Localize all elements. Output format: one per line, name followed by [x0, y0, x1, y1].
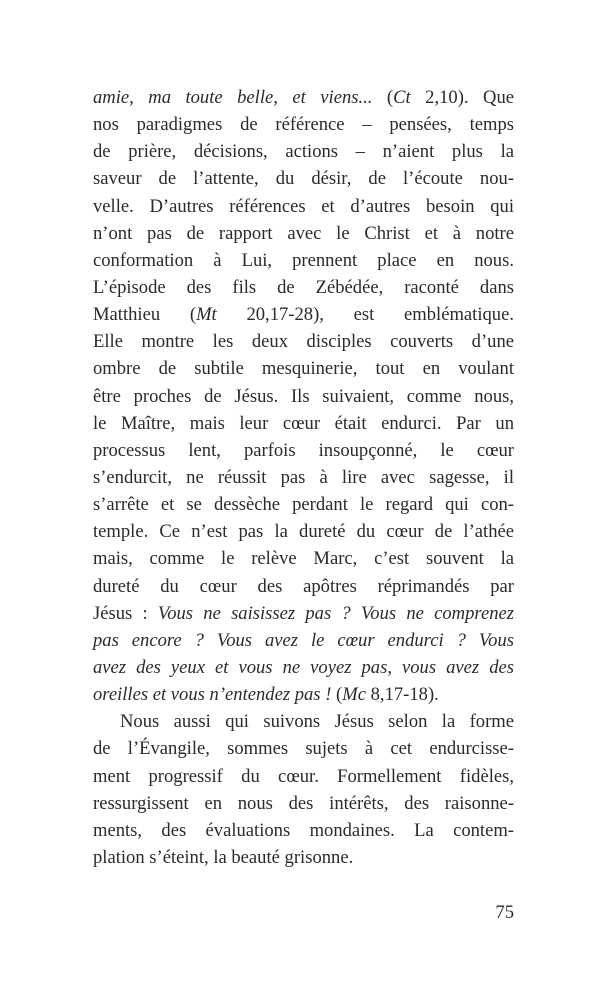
text-line — [93, 111, 514, 138]
text-run: 8,17-18). — [365, 684, 439, 706]
text-line — [93, 573, 514, 600]
text-run: 20,17-28), est emblématique. — [216, 304, 514, 326]
text-line — [93, 763, 514, 790]
text-run: 2,10). Que — [410, 87, 514, 108]
text-run: conformation à Lui, prennent place en nous. — [93, 249, 514, 271]
text-run: le Maître, mais leur cœur était endurci. Par un — [93, 412, 514, 434]
text-line — [93, 735, 514, 762]
text-run: s’arrête et se dessèche perdant le regard qui con- — [93, 494, 514, 516]
text-line — [93, 681, 514, 708]
text-run: mais, comme le relève Marc, c’est souvent la — [93, 548, 514, 570]
text-line — [93, 247, 514, 274]
text-line — [93, 600, 514, 627]
text-run: velle. D’autres références et d’autres besoin qui — [93, 195, 514, 217]
text-line — [93, 545, 514, 572]
text-line — [93, 518, 514, 545]
text-line — [93, 193, 514, 220]
text-line — [93, 165, 514, 192]
text-line — [93, 355, 514, 382]
italic-text: Mc — [342, 684, 366, 706]
text-line — [93, 708, 514, 735]
text-run: plation s’éteint, la beauté grisonne. — [93, 846, 354, 868]
text-run: ments, des évaluations mondaines. La contem- — [93, 819, 514, 841]
text-run: temple. Ce n’est pas la dureté du cœur de l’athée — [93, 521, 514, 543]
page-body-text — [93, 84, 514, 871]
text-line — [93, 437, 514, 464]
text-run: Elle montre les deux disciples couverts d’une — [93, 331, 514, 353]
text-line — [93, 220, 514, 247]
page-number: 75 — [495, 902, 514, 923]
text-line — [93, 491, 514, 518]
text-run: Nous aussi qui suivons Jésus selon la forme — [120, 711, 514, 733]
text-run: ( — [331, 684, 343, 706]
text-line — [93, 84, 514, 111]
text-line — [93, 817, 514, 844]
text-line — [93, 138, 514, 165]
text-run: Matthieu ( — [93, 304, 197, 326]
text-line — [93, 844, 514, 871]
text-line — [93, 274, 514, 301]
text-line — [93, 328, 514, 355]
italic-text: Ct — [393, 87, 411, 108]
italic-text: Vous ne saisissez pas ? Vous ne comprenez — [157, 602, 514, 624]
text-run: ( — [372, 87, 394, 108]
text-run: de prière, décisions, actions – n’aient plus la — [93, 141, 514, 163]
italic-text: pas encore ? Vous avez le cœur endurci ? Vous — [93, 629, 514, 651]
text-run: L’épisode des fils de Zébédée, raconté dans — [93, 276, 514, 298]
text-run: Jésus : — [93, 602, 158, 624]
text-run: n’ont pas de rapport avec le Christ et à notre — [93, 222, 514, 244]
text-line — [93, 654, 514, 681]
text-line — [93, 383, 514, 410]
text-line — [93, 301, 514, 328]
text-run: saveur de l’attente, du désir, de l’écoute nou- — [93, 168, 514, 190]
italic-text: amie, ma toute belle, et viens... — [93, 87, 373, 108]
text-run: dureté du cœur des apôtres réprimandés par — [93, 575, 514, 597]
italic-text: avez des yeux et vous ne voyez pas, vous avez des — [93, 656, 514, 678]
text-run: ment progressif du cœur. Formellement fidèles, — [93, 765, 514, 787]
text-line — [93, 464, 514, 491]
text-line — [93, 410, 514, 437]
text-run: être proches de Jésus. Ils suivaient, comme nous, — [93, 385, 514, 407]
italic-text: Mt — [196, 304, 217, 326]
text-run: s’endurcit, ne réussit pas à lire avec sagesse, il — [93, 466, 514, 488]
text-run: processus lent, parfois insoupçonné, le cœur — [93, 439, 514, 461]
text-run: de l’Évangile, sommes sujets à cet endurcisse- — [93, 738, 514, 760]
text-run: ombre de subtile mesquinerie, tout en voulant — [93, 358, 514, 380]
text-run: ressurgissent en nous des intérêts, des raisonne- — [93, 792, 514, 814]
text-run: nos paradigmes de référence – pensées, temps — [93, 114, 514, 136]
italic-text: oreilles et vous n’entendez pas ! — [93, 684, 332, 706]
text-line — [93, 627, 514, 654]
text-line — [93, 790, 514, 817]
